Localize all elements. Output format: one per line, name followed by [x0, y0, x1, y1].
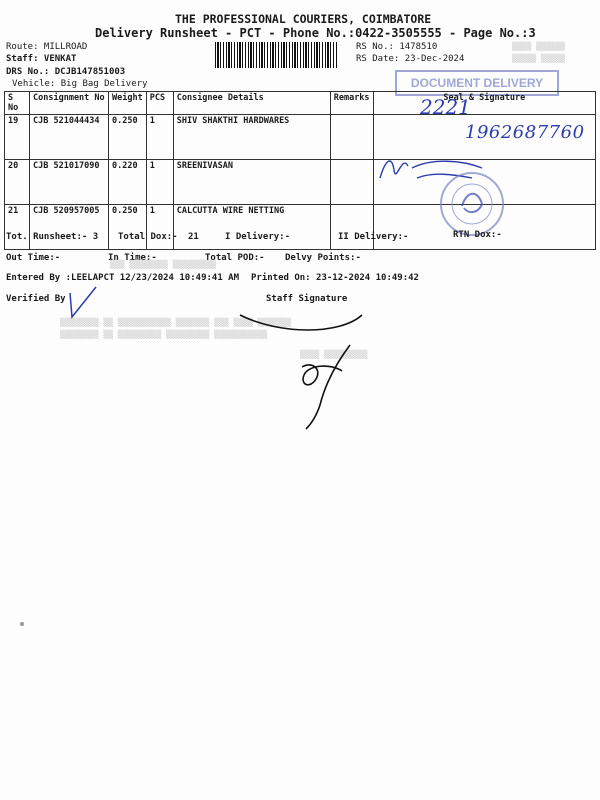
entered-by: Entered By :LEELAPCT 12/23/2024 10:49:41 AM — [6, 273, 239, 283]
delvy-points: Delvy Points:- — [285, 253, 361, 263]
row-pcs: 1 — [146, 115, 173, 160]
circular-seal-icon — [440, 172, 504, 236]
bleed-through-text: ▒▒▒▒ ▒▒▒▒▒▒ — [512, 42, 565, 51]
table-row — [5, 160, 596, 205]
bleed-through-text: ▒▒▒▒▒▒▒▒ ▒▒ ▒▒▒▒▒▒▒▒▒ ▒▒▒▒▒▒▒▒▒ ▒▒▒▒▒▒▒▒▒▒▒ — [60, 330, 268, 339]
verified-by: Verified By — [6, 294, 66, 304]
col-pcs: PCS — [146, 92, 173, 115]
row-consignment: CJB 521017090 — [30, 160, 109, 205]
row-sno: 19 — [5, 115, 30, 160]
rs-date: RS Date: 23-Dec-2024 — [356, 54, 465, 64]
out-time: Out Time:- — [6, 253, 61, 263]
route-label: Route: MILLROAD — [6, 42, 88, 52]
tot-runsheet: Tot. Runsheet:- 3 — [6, 232, 99, 242]
company-title: THE PROFESSIONAL COURIERS, COIMBATORE — [175, 12, 432, 26]
verified-tick-icon — [62, 283, 102, 323]
row-consignee: SHIV SHAKTHI HARDWARES — [173, 115, 330, 160]
row-remarks — [330, 160, 373, 205]
ii-delivery: II Delivery:- — [338, 232, 409, 242]
total-pod: Total POD:- — [205, 253, 265, 263]
bleed-through-text: ▒▒▒▒▒ ▒▒▒▒▒ — [512, 54, 565, 63]
row-weight: 0.220 — [109, 160, 147, 205]
punch-hole-mark — [20, 622, 24, 626]
col-consignee: Consignee Details — [173, 92, 330, 115]
row-weight: 0.250 — [109, 115, 147, 160]
row-remarks — [330, 205, 373, 250]
bleed-through-text: ▒▒▒▒ ▒▒▒▒▒▒▒▒▒ — [300, 350, 368, 359]
total-dox-value: 21 — [188, 232, 199, 242]
printed-on: Printed On: 23-12-2024 10:49:42 — [251, 273, 419, 283]
handwritten-phone: 1962687760 — [465, 122, 585, 143]
rtn-dox: RTN Dox:- — [453, 230, 502, 240]
col-consignment: Consignment No — [30, 92, 109, 115]
col-sno: S No — [5, 92, 30, 115]
runsheet-subtitle: Delivery Runsheet - PCT - Phone No.:0422-3505555 - Page No.:3 — [95, 26, 536, 40]
staff-label: Staff: VENKAT — [6, 54, 77, 64]
col-remarks: Remarks — [330, 92, 373, 115]
row-weight: 0.250 — [109, 205, 147, 250]
col-seal-signature: Seal & Signature — [373, 92, 595, 115]
row-sno: 21 — [5, 205, 30, 250]
staff-signature-icon — [230, 305, 370, 435]
row-consignment: CJB 521044434 — [30, 115, 109, 160]
in-time: In Time:- — [108, 253, 157, 263]
bleed-through-text: ▒▒▒ ▒▒▒▒▒▒▒▒ ▒▒▒▒▒▒▒▒▒ — [110, 260, 216, 269]
document-delivery-stamp: DOCUMENT DELIVERY — [395, 70, 559, 96]
table-row — [5, 205, 596, 250]
rs-number: RS No.: 1478510 — [356, 42, 438, 52]
row-remarks — [330, 115, 373, 160]
barcode — [215, 42, 337, 68]
row-consignment: CJB 520957005 — [30, 205, 109, 250]
handwritten-number: 2221 — [420, 95, 471, 119]
i-delivery: I Delivery:- — [225, 232, 291, 242]
bleed-through-text: ▒▒▒▒▒▒▒▒ ▒▒ ▒▒▒▒▒▒▒▒▒▒▒ ▒▒▒▒▒▒▒ ▒▒▒ ▒▒▒▒ ▒▒▒▒▒▒▒ — [60, 318, 292, 327]
row-pcs: 1 — [146, 160, 173, 205]
table-header-row — [5, 92, 596, 115]
row-consignee: CALCUTTA WIRE NETTING — [173, 205, 330, 250]
row-sno: 20 — [5, 160, 30, 205]
row-consignee: SREENIVASAN — [173, 160, 330, 205]
vehicle-label: Vehicle: Big Bag Delivery — [12, 79, 148, 89]
drs-number: DRS No.: DCJB147851003 — [6, 67, 126, 77]
staff-signature-label: Staff Signature — [266, 294, 348, 304]
consignment-table — [4, 91, 596, 250]
col-weight: Weight — [109, 92, 147, 115]
row-pcs: 1 — [146, 205, 173, 250]
total-dox-label: Total Dox:- — [118, 232, 178, 242]
